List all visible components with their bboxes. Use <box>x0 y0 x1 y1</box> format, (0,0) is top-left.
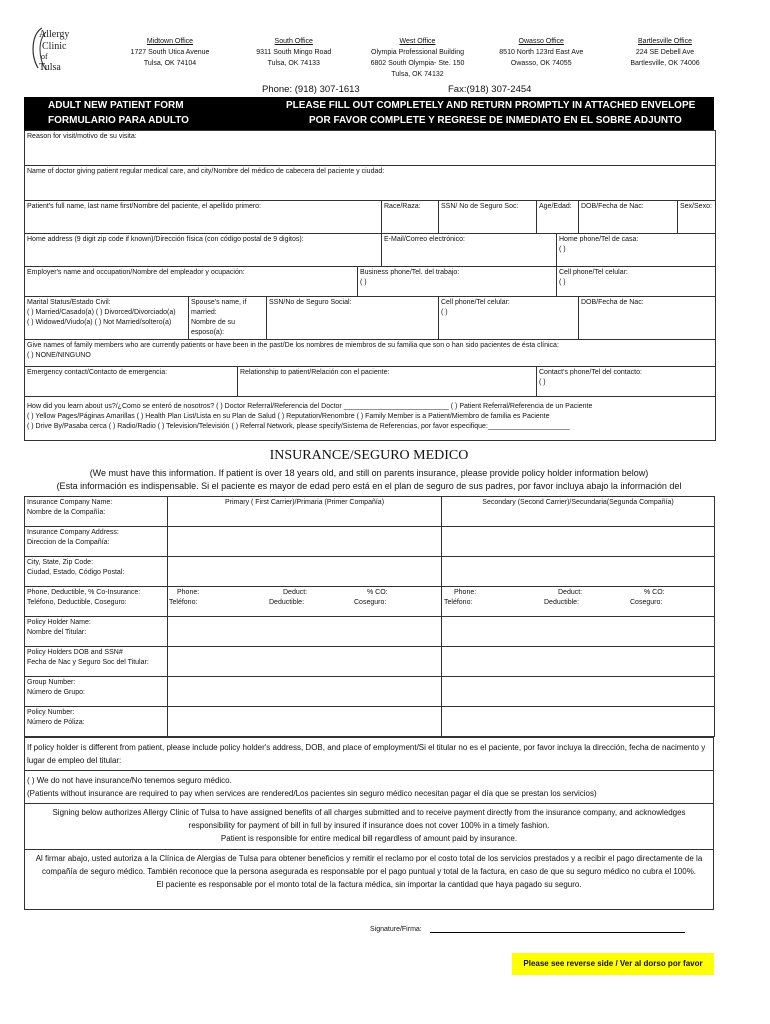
insurance-sub-en: (We must have this information. If patient is over 18 years old, and still on parents insurance, please provide policy holder information below) <box>89 468 649 478</box>
ins-label-en: Phone, Deductible, % Co-Insurance: <box>27 589 141 596</box>
secondary-city-field[interactable] <box>442 557 715 587</box>
spouse-dob-label: DOB/Fecha de Nac: <box>581 299 644 306</box>
ins-label-es: Nombre de la Compañía: <box>27 509 106 516</box>
ins-row-label <box>25 647 168 677</box>
spouse-cell-paren: ( ) <box>441 309 448 316</box>
office-address-2: 6802 South Olympia- Ste. 150 <box>370 60 465 67</box>
marital-options-1: ( ) Married/Casado(a) ( ) Divorced/Divorciado(a) <box>27 309 176 316</box>
secondary-group-field[interactable] <box>442 677 715 707</box>
office-city: Owasso, OK 74055 <box>510 60 572 67</box>
no-insurance-checkbox-text: ( ) We do not have insurance/No tenemos seguro médico. <box>27 776 232 785</box>
primary-group-field[interactable] <box>168 677 442 707</box>
spouse-ssn-field[interactable] <box>267 297 439 340</box>
clinic-fax: Fax:(918) 307-2454 <box>448 84 532 95</box>
ins-row-label <box>25 617 168 647</box>
svg-text:of: of <box>41 52 48 61</box>
race-field[interactable] <box>382 201 439 234</box>
authorization-es-text: Al firmar abajo, usted autoriza a la Clínica de Alergias de Tulsa para obtener beneficios y remitir el reclamo por el costo total de los servicios prestados y a recibir el pago directamente de la compañía de seguro médico. También reconoce que la persona asegurada es responsable por el pago puntual y total de la factura, en caso de que su seguro médico no cubra el 100%. <box>35 854 703 876</box>
ins-label-es: Ciudad, Estado, Código Postal: <box>27 569 125 576</box>
email-label: E-Mail/Correo electrónico: <box>384 236 465 243</box>
office-address: 9311 South Mingo Road <box>256 49 332 56</box>
office-city: Tulsa, OK 74104 <box>143 60 197 67</box>
ins-label-es: Direccion de la Compañía: <box>27 539 110 546</box>
primary-holder-field[interactable] <box>168 617 442 647</box>
reverse-side-notice: Please see reverse side / Ver al dorso por favor <box>512 953 714 975</box>
race-label: Race/Raza: <box>384 203 421 210</box>
ins-label-en: Insurance Company Name: <box>27 499 113 506</box>
office-name: Bartlesville Office <box>638 38 692 45</box>
deduct-label-es: Deductible: <box>544 599 580 606</box>
sex-label: Sex/Sexo: <box>680 203 712 210</box>
patient-info-table <box>24 130 716 441</box>
ssn-field[interactable] <box>439 201 537 234</box>
coins-label: % CO: <box>644 589 665 596</box>
office-address: 8510 North 123rd East Ave <box>499 49 584 56</box>
signature-label: Signature/Firma: <box>370 926 422 933</box>
age-field[interactable] <box>537 201 579 234</box>
ins-row-label <box>25 587 168 617</box>
office-name: Owasso Office <box>518 38 564 45</box>
employer-field[interactable] <box>25 267 358 297</box>
employer-label: Employer's name and occupation/Nombre del empleador y ocupación: <box>27 269 245 276</box>
svg-text:Clinic: Clinic <box>42 41 67 52</box>
ins-row-label <box>25 707 168 737</box>
ins-row-label <box>25 527 168 557</box>
reason-field[interactable] <box>25 131 716 166</box>
primary-phone-deduct-field[interactable] <box>168 587 442 617</box>
form-banner <box>24 97 714 130</box>
marital-status-field[interactable] <box>25 297 189 340</box>
ins-label-es: Número de Grupo: <box>27 689 85 696</box>
business-phone-label: Business phone/Tel. del trabajo: <box>360 269 460 276</box>
authorization-es-text-2: El paciente es responsable por el monto total de la factura médica, sin importar la cantidad que haya pagado su seguro. <box>156 880 582 889</box>
svg-text:Tulsa: Tulsa <box>39 62 61 73</box>
referral-line-1: How did you learn about us?/¿Como se enteró de nosotros? ( ) Doctor Referral/Referencia del Doctor ___________________________ ( ) Patient Referral/Referencia de un Paciente <box>27 403 593 410</box>
authorization-en-text: Signing below authorizes Allergy Clinic of Tulsa to have assigned benefits of all charges submitted and to receive payment directly from the insurance company, and acknowledges responsibility for payment of bill in full by insured if insurance does not cover 100% in a timely fashion. <box>52 808 686 830</box>
dob-label: DOB/Fecha de Nac: <box>581 203 644 210</box>
patient-name-field[interactable] <box>25 201 382 234</box>
phone-label: Phone: <box>177 589 200 596</box>
form-title: ADULT NEW PATIENT FORM <box>48 100 184 111</box>
coins-label-es: Coseguro: <box>354 599 387 606</box>
logo-graphic <box>24 24 84 76</box>
relationship-label: Relationship to patient/Relación con el paciente: <box>240 369 390 376</box>
ins-label-es: Número de Póliza: <box>27 719 85 726</box>
patient-info-section <box>24 130 716 441</box>
instructions-es: POR FAVOR COMPLETE Y REGRESE DE INMEDIATO EN EL SOBRE ADJUNTO <box>309 115 682 126</box>
phone-label: Phone: <box>454 589 477 596</box>
family-members-field[interactable] <box>25 340 716 367</box>
coins-label-es: Coseguro: <box>630 599 663 606</box>
spouse-ssn-label: SSN/No de Seguro Social: <box>269 299 352 306</box>
secondary-header: Secondary (Second Carrier)/Secundaria(Segunda Compañía) <box>482 499 674 506</box>
primary-header: Primary ( First Carrier)/Primaria (Primer Compañía) <box>224 499 385 506</box>
referral-source-field[interactable] <box>25 397 716 441</box>
doctor-field[interactable] <box>25 166 716 201</box>
clinic-logo <box>24 24 84 76</box>
office-west <box>358 36 478 80</box>
office-bartlesville <box>605 36 725 80</box>
insurance-table <box>24 496 715 737</box>
authorization-table <box>24 737 714 910</box>
office-address: 224 SE Debell Ave <box>635 49 695 56</box>
deduct-label-es: Deductible: <box>269 599 305 606</box>
business-phone-paren: ( ) <box>360 279 367 286</box>
insurance-subtitle <box>24 467 714 493</box>
form-title-es: FORMULARIO PARA ADULTO <box>48 115 189 126</box>
email-field[interactable] <box>382 234 557 267</box>
office-midtown <box>110 36 230 80</box>
home-phone-label: Home phone/Tel de casa: <box>559 236 639 243</box>
cell-phone-field[interactable] <box>557 267 716 297</box>
spouse-name-field[interactable] <box>189 297 267 340</box>
authorization-en <box>25 804 714 850</box>
office-south <box>234 36 354 80</box>
primary-company-field[interactable] <box>168 497 442 527</box>
deduct-label: Deduct: <box>558 589 583 596</box>
spouse-cell-field[interactable] <box>439 297 579 340</box>
office-city: Bartlesville, OK 74006 <box>630 60 700 67</box>
age-label: Age/Edad: <box>539 203 572 210</box>
emergency-contact-field[interactable] <box>25 367 238 397</box>
primary-address-field[interactable] <box>168 527 442 557</box>
phone-label-es: Teléfono: <box>169 599 198 606</box>
home-phone-field[interactable] <box>557 234 716 267</box>
instructions: PLEASE FILL OUT COMPLETELY AND RETURN PROMPTLY IN ATTACHED ENVELOPE <box>286 100 696 111</box>
doctor-label: Name of doctor giving patient regular medical care, and city/Nombre del médico de cabecera del paciente y ciudad: <box>27 168 385 175</box>
relationship-field[interactable] <box>238 367 537 397</box>
primary-city-field[interactable] <box>168 557 442 587</box>
secondary-holder-dob-field[interactable] <box>442 647 715 677</box>
ins-label-en: City, State, Zip Code: <box>27 559 94 566</box>
coins-label: % CO: <box>367 589 388 596</box>
reason-label: Reason for visit/motivo de su visita: <box>27 133 137 140</box>
cell-phone-paren: ( ) <box>559 279 566 286</box>
secondary-company-field[interactable] <box>442 497 715 527</box>
office-list <box>110 36 725 80</box>
emergency-label: Emergency contact/Contacto de emergencia: <box>27 369 168 376</box>
ins-label-en: Policy Number: <box>27 709 75 716</box>
address-label: Home address (9 digit zip code if known)/Dirección física (con código postal de 9 digitos): <box>27 236 304 243</box>
signature-field[interactable] <box>370 926 685 933</box>
patient-name-label: Patient's full name, last name first/Nombre del paciente, el apellido primero: <box>27 203 262 210</box>
insurance-section <box>24 496 715 737</box>
business-phone-field[interactable] <box>358 267 557 297</box>
secondary-policy-field[interactable] <box>442 707 715 737</box>
no-insurance-field[interactable] <box>25 771 714 804</box>
spouse-label: Spouse's name, if married: <box>191 299 247 316</box>
ins-row-label <box>25 497 168 527</box>
ins-row-label <box>25 677 168 707</box>
ins-label-en: Insurance Company Address: <box>27 529 119 536</box>
office-city: Tulsa, OK 74132 <box>391 71 444 78</box>
secondary-phone-deduct-field[interactable] <box>442 587 715 617</box>
cell-phone-label: Cell phone/Tel celular: <box>559 269 628 276</box>
secondary-holder-field[interactable] <box>442 617 715 647</box>
primary-holder-dob-field[interactable] <box>168 647 442 677</box>
no-insurance-note: (Patients without insurance are required to pay when services are rendered/Los pacientes sin seguro médico necesitan pagar el día que se prestan los servicios) <box>27 789 597 798</box>
signature-line[interactable] <box>430 932 685 933</box>
deduct-label: Deduct: <box>283 589 308 596</box>
address-field[interactable] <box>25 234 382 267</box>
referral-line-2: ( ) Yellow Pages/Páginas Amarillas ( ) Health Plan List/Lista en su Plan de Salud ( ) Reputation/Renombre ( ) Family Member is a Patient/Miembro de familia es Paciente <box>27 413 550 420</box>
family-label: Give names of family members who are currently patients or have been in the past/De los nombres de miembros de su familia que son o han sido pacientes de ésta clínica: <box>27 342 559 349</box>
authorization-es <box>25 850 714 910</box>
insurance-title: INSURANCE/SEGURO MEDICO <box>269 448 469 463</box>
dob-field[interactable] <box>579 201 678 234</box>
referral-line-3: ( ) Drive By/Pasaba cerca ( ) Radio/Radio ( ) Television/Televisión ( ) Referral Network, please specify/Sistema de Referencias, por favor especifique:_____________________ <box>27 423 570 430</box>
spouse-cell-label: Cell phone/Tel celular: <box>441 299 510 306</box>
office-city: Tulsa, OK 74133 <box>267 60 320 67</box>
office-owasso <box>481 36 601 80</box>
primary-policy-field[interactable] <box>168 707 442 737</box>
policy-holder-different-text: If policy holder is different from patient, please include policy holder's address, DOB, and place of employment/Si el titular no es el paciente, por favor incluya la dirección, fecha de nacimento y lugar de empleo del titular: <box>27 743 706 765</box>
ins-label-en: Policy Holders DOB and SSN# <box>27 649 123 656</box>
marital-label: Marital Status/Estado Civil: <box>27 299 111 306</box>
authorization-en-text-2: Patient is responsible for entire medical bill regardless of amount paid by insurance. <box>220 834 518 843</box>
ins-label-es: Teléfono, Deductible, Coseguro: <box>27 599 127 606</box>
office-name: Midtown Office <box>146 38 194 45</box>
policy-holder-different-field[interactable] <box>25 738 714 771</box>
ins-label-en: Group Number: <box>27 679 76 686</box>
ins-row-label <box>25 557 168 587</box>
contact-phone-label: Contact's phone/Tel del contacto: <box>539 369 642 376</box>
ssn-label: SSN/ No de Seguro Soc: <box>441 203 519 210</box>
home-phone-paren: ( ) <box>559 246 566 253</box>
spouse-dob-field[interactable] <box>579 297 716 340</box>
authorization-section <box>24 737 714 910</box>
office-name: West Office <box>399 38 436 45</box>
phone-label-es: Teléfono: <box>444 599 473 606</box>
ins-label-en: Policy Holder Name: <box>27 619 91 626</box>
office-address: Olympia Professional Building <box>371 49 464 56</box>
ins-label-es: Nombre del Titular: <box>27 629 87 636</box>
marital-options-2: ( ) Widowed/Viudo(a) ( ) Not Married/soltero(a) <box>27 319 172 326</box>
insurance-sub-es: (Esta información es indispensable. Si el paciente es mayor de edad pero está en el plan de seguro de sus padres, por favor incluya abajo la información del <box>56 481 682 491</box>
ins-label-es: Fecha de Nac y Seguro Soc del Titular: <box>27 659 149 666</box>
spouse-label-es: Nombre de su esposo(a): <box>191 319 235 336</box>
office-address: 1727 South Utica Avenue <box>130 49 210 56</box>
office-name: South Office <box>274 38 313 45</box>
family-none: ( ) NONE/NINGUNO <box>27 352 91 359</box>
clinic-phone: Phone: (918) 307-1613 <box>262 84 360 95</box>
contact-phone-field[interactable] <box>537 367 716 397</box>
contact-phone-paren: ( ) <box>539 379 546 386</box>
secondary-address-field[interactable] <box>442 527 715 557</box>
svg-text:Allergy: Allergy <box>39 29 70 40</box>
sex-field[interactable] <box>678 201 716 234</box>
